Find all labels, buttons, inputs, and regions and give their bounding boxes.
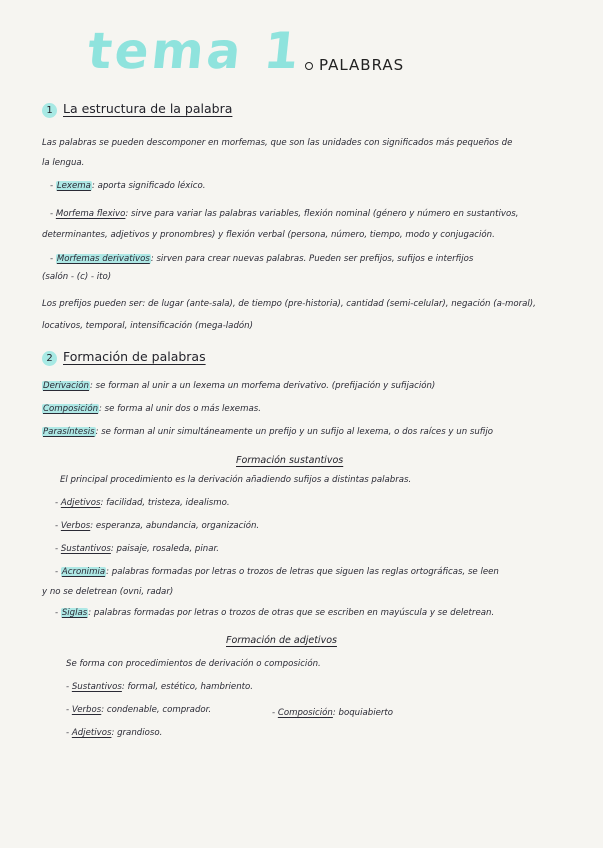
flexivo-line: - Morfema flexivo: sirve para variar las palabras variables, flexión nominal (género y número en sustantivos,: [50, 209, 519, 219]
term: Sustantivos: [71, 682, 122, 692]
adjetivos-intro: Se forma con procedimientos de derivación o composición.: [66, 659, 321, 669]
composicion-text: : se forma al unir dos o más lexemas.: [99, 404, 261, 414]
text: : facilidad, tristeza, idealismo.: [100, 498, 230, 508]
term: Sustantivos: [60, 544, 111, 554]
derivativos-line: - Morfemas derivativos: sirven para crear nuevas palabras. Pueden ser prefijos, sufijos e interfijos: [50, 254, 474, 264]
acronimia-line: - Acronimia: palabras formadas por letras o trozos de letras que siguen las reglas ortográficas, se leen: [55, 567, 499, 577]
term: Composición: [277, 708, 333, 718]
subtitle-text: PALABRAS: [319, 56, 405, 74]
derivacion-text: : se forman al unir a un lexema un morfema derivativo. (prefijación y sufijación): [90, 381, 436, 391]
term: Adjetivos: [60, 498, 101, 508]
term: Verbos: [60, 521, 91, 531]
parasintesis-text: : se forman al unir simultáneamente un prefijo y un sufijo al lexema, o dos raíces y un sufijo: [95, 427, 493, 437]
sust-adjetivos-line: - Adjetivos: facilidad, tristeza, idealismo.: [55, 498, 230, 508]
adj-verbos-line: - Verbos: condenable, comprador.: [66, 705, 212, 715]
section-title: La estructura de la palabra: [63, 101, 233, 116]
sustantivos-intro: El principal procedimiento es la derivación añadiendo sufijos a distintas palabras.: [60, 475, 412, 485]
sust-sustantivos-line: - Sustantivos: paisaje, rosaleda, pinar.: [55, 544, 219, 554]
text: : palabras formadas por letras o trozos de otras que se escriben en mayúscula y se deletrean.: [88, 608, 495, 618]
composicion-term: Composición: [43, 404, 99, 414]
text: : condenable, comprador.: [101, 705, 212, 715]
section-1-heading: [42, 101, 232, 118]
flexivo-text: : sirve para variar las palabras variables, flexión nominal (género y número en sustantivos,: [125, 209, 519, 219]
derivacion-term: Derivación: [43, 381, 89, 391]
intro-line-2: la lengua.: [42, 158, 85, 168]
intro-line-1: Las palabras se pueden descomponer en morfemas, que son las unidades con significados más pequeños de: [42, 138, 513, 148]
flexivo-line-2: determinantes, adjetivos y pronombres) y flexión verbal (persona, número, tiempo, modo y conjugación.: [42, 230, 495, 240]
derivativos-term: Morfemas derivativos: [56, 254, 150, 264]
parasintesis-line: [42, 426, 493, 438]
adjetivos-subtitle: Formación de adjetivos: [226, 635, 337, 646]
flexivo-term: Morfema flexivo: [55, 209, 126, 219]
section-number: 1: [42, 103, 57, 118]
term: Verbos: [71, 705, 102, 715]
section-2-heading: [42, 349, 206, 366]
derivacion-line: [42, 380, 435, 392]
section-number: 2: [42, 351, 57, 366]
siglas-line: - Siglas: palabras formadas por letras o trozos de otras que se escriben en mayúscula y se deletrean.: [55, 608, 495, 618]
text: : grandioso.: [111, 728, 163, 738]
lexema-term: Lexema: [56, 181, 91, 191]
adj-sustantivos-line: - Sustantivos: formal, estético, hambriento.: [66, 682, 253, 692]
bullet-circle-icon: [305, 62, 313, 70]
page-subtitle: [305, 56, 404, 74]
adj-composicion-line: - Composición: boquiabierto: [272, 708, 394, 718]
term: Acronimia: [61, 567, 106, 577]
derivativos-text: : sirven para crear nuevas palabras. Pueden ser prefijos, sufijos e interfijos: [150, 254, 474, 264]
text: : formal, estético, hambriento.: [121, 682, 253, 692]
prefijos-line-1: Los prefijos pueden ser: de lugar (ante-sala), de tiempo (pre-historia), cantidad (semi-celular), negación (a-moral),: [42, 299, 536, 309]
text: : paisaje, rosaleda, pinar.: [110, 544, 219, 554]
sust-verbos-line: - Verbos: esperanza, abundancia, organización.: [55, 521, 260, 531]
prefijos-line-2: locativos, temporal, intensificación (mega-ladón): [42, 321, 253, 331]
acronimia-line-2: y no se deletrean (ovni, radar): [42, 587, 174, 597]
derivativos-example: (salón - (c) - ito): [42, 272, 112, 282]
text: : palabras formadas por letras o trozos de letras que siguen las reglas ortográficas, se leen: [106, 567, 499, 577]
term: Siglas: [61, 608, 88, 618]
text: : boquiabierto: [332, 708, 394, 718]
lexema-text: : aporta significado léxico.: [91, 181, 206, 191]
parasintesis-term: Parasíntesis: [43, 427, 95, 437]
adj-adjetivos-line: - Adjetivos: grandioso.: [66, 728, 163, 738]
term: Adjetivos: [71, 728, 112, 738]
text: : esperanza, abundancia, organización.: [90, 521, 260, 531]
section-title: Formación de palabras: [63, 349, 206, 364]
lexema-line: - Lexema: aporta significado léxico.: [50, 181, 206, 191]
page-title: tema 1: [84, 22, 305, 80]
composicion-line: [42, 403, 261, 415]
sustantivos-subtitle: Formación sustantivos: [236, 455, 344, 466]
